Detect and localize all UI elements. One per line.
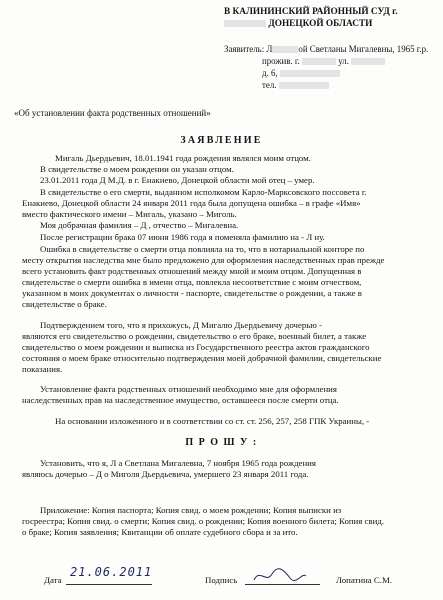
body-line: На основании изложенного и в соответствии со ст. ст. 256, 257, 258 ГПК Украины, - [55, 416, 370, 426]
body-line: Мигаль Дьердьевич, 18.01.1941 года рождения являлся моим отцом. [55, 153, 311, 163]
document-title: ЗАЯВЛЕНИЕ [180, 135, 263, 146]
applicant-label: Заявитель: Л [224, 44, 273, 54]
address-line-3 [262, 80, 329, 90]
body-line: 23.01.2011 года Д М.Д. в г. Енакиево, Донецкой области мой отец – умер. [40, 175, 315, 185]
body-line: вместо фактического имени – Мигаль, указано – Миголь. [22, 209, 237, 219]
court-name-line-1: В КАЛИНИНСКИЙ РАЙОННЫЙ СУД г. [224, 7, 398, 17]
address-prefix: прожив. г. [262, 56, 300, 66]
house-number: д. 6, [262, 68, 278, 78]
body-line: В свидетельстве о его смерти, выданном исполкомом Карло-Марксовского поссовета г. [40, 187, 367, 197]
body-line: В свидетельстве о моем рождении он указан отцом. [40, 164, 234, 174]
signer-name: Лопатина С.М. [336, 575, 392, 585]
applicant-line [224, 44, 428, 54]
signature-label: Подпись [205, 575, 238, 585]
body-line: свидетельстве о браке. [22, 299, 107, 309]
redaction-mark [351, 58, 385, 65]
attachment-line: Приложение: Копия паспорта; Копия свид. о моем рождении; Копия выписки из [40, 505, 342, 515]
date-underline [66, 584, 152, 585]
court-name-line-2 [224, 19, 372, 29]
body-line: всего установить факт родственных отношений между мной и моим отцом. Допущенная в [22, 266, 362, 276]
body-line: Ошибка в свидетельстве о смерти отца повлияла на то, что в нотариальной конторе по [40, 244, 365, 254]
body-line: Установление факта родственных отношений необходимо мне для оформления [40, 384, 337, 394]
signature-scribble [250, 566, 310, 586]
redaction-mark [272, 46, 298, 53]
address-line-2 [262, 68, 340, 78]
body-line: свидетельстве о смерти ошибка в имени отца, повлекла несоответствие с моим отчеством, [22, 277, 362, 287]
redaction-mark [280, 70, 340, 77]
redaction-mark [279, 82, 329, 89]
court-region: ДОНЕЦКОЙ ОБЛАСТИ [268, 19, 373, 29]
body-line: После регистрации брака 07 июня 1986 года я поменяла фамилию на - Л ну. [40, 232, 325, 242]
body-line: Подтверждением того, что я прихожусь, Д Мигалю Дьердьевичу дочерью - [40, 320, 322, 330]
request-heading: П Р О Ш У : [185, 437, 258, 448]
address-line-1 [262, 56, 385, 66]
body-line: указанном в моих документах о личности - паспорте, свидетельстве о рождении, а также в [22, 288, 362, 298]
body-line: наследственных прав на наследственное имущество, оставшееся после смерти отца. [22, 395, 339, 405]
request-line: Установить, что я, Л а Светлана Мигалевна, 7 ноября 1965 года рождения [40, 458, 316, 468]
redaction-mark [224, 20, 266, 27]
redaction-mark [302, 58, 336, 65]
date-label: Дата [44, 575, 62, 585]
body-line: показания. [22, 364, 63, 374]
subject-line: «Об установлении факта родственных отношений» [14, 108, 211, 118]
request-line: являюсь дочерью – Д о Миголя Дьердьевича, умершего 23 января 2011 года. [22, 469, 309, 479]
body-line: являются его свидетельство о рождении, свидетельство о его браке, военный билет, а также [22, 331, 367, 341]
body-line: состояния о моем браке относительно подтверждения моей добрачной фамилии, свидетельские [22, 353, 382, 363]
body-line: месту открытия наследства мне было предложено для оформления наследственных прав прежде [22, 255, 385, 265]
body-line: свидетельство о моем рождении и выписка из Государственного реестра актов гражданского [22, 342, 370, 352]
phone-label: тел. [262, 80, 277, 90]
body-line: Моя добрачная фамилия – Д , отчество – Мигалевна. [40, 220, 239, 230]
applicant-name: ой Светланы Мигалевны, 1965 г.р. [298, 44, 429, 54]
attachment-line: о браке; Копия заявления; Квитанции об оплате судебного сбора и за ито. [22, 527, 298, 537]
body-line: Енакиево, Донецкой области 24 января 2011 года была допущена ошибка – в графе «Имя» [22, 198, 361, 208]
street-label: ул. [338, 56, 349, 66]
attachment-line: госреестра; Копия свид. о смерти; Копия свид. о рождении; Копия военного билета; Копия свид. [22, 516, 384, 526]
handwritten-date: 21.06.2011 [70, 565, 153, 579]
